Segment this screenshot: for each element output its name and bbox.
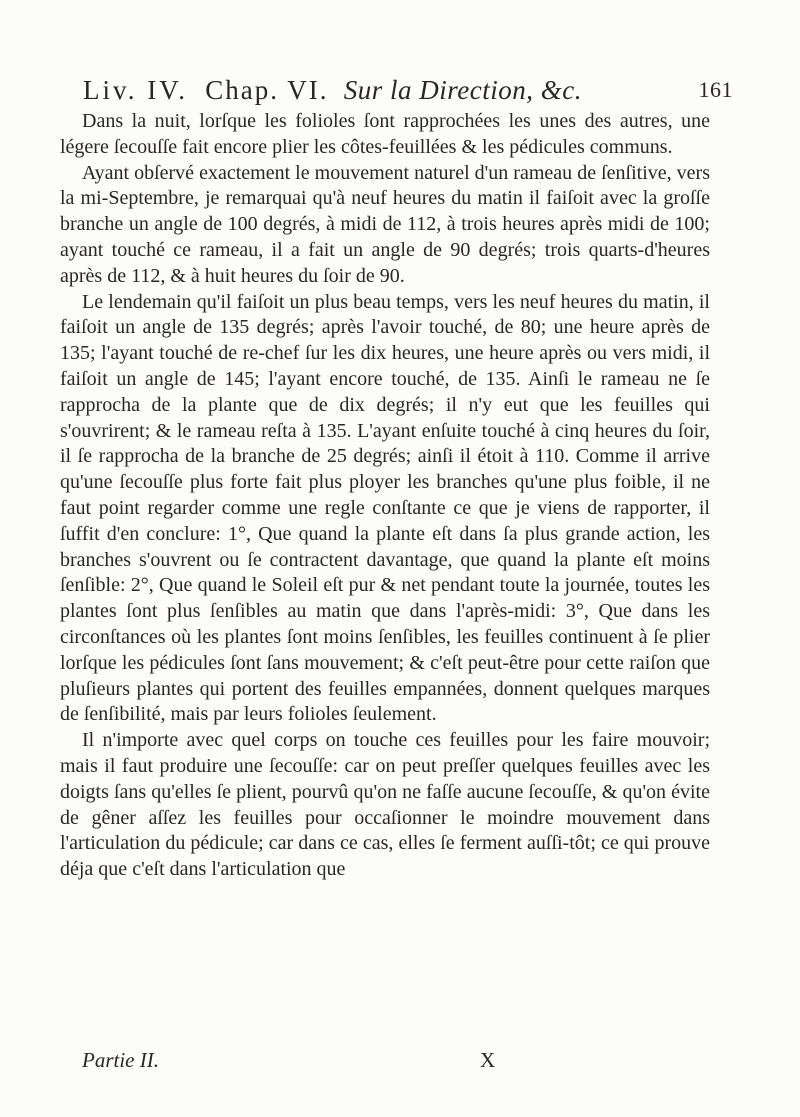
page-number: 161 [698, 77, 733, 102]
book-reference: Liv. IV. [83, 75, 188, 105]
paragraph-next-day-observation: Le lendemain qu'il faiſoit un plus beau temps, vers les neuf heures du matin, il faiſoit un angle de 135 degrés; après l'avoir touché, de 80; une heure après de 135; l'ayant touché de re-chef ſur les dix heures, une heure après ou vers midi, il faiſoit un angle de 145; l'ayant encore touché, de 135. Ainſi le rameau ne ſe rapprocha de la plante que de dix degrés; il n'y eut que les feuilles qui s'ouvrirent; & le rameau reſta à 135. L'ayant enſuite touché à cinq heures du ſoir, il ſe rapprocha de la branche de 25 degrés; ainſi il étoit à 110. Comme il arrive qu'une ſecouſſe plus forte fait plus ployer les branches qu'une plus foible, il ne faut point regarder comme une regle conſtante ce que je viens de rapporter, il ſuffit d'en conclure: 1°, Que quand la plante eſt dans ſa plus grande action, les branches s'ouvrent ou ſe contractent davantage, que quand la plante eſt moins ſenſible: 2°, Que quand le Soleil eſt pur & net pendant toute la journée, toutes les plantes ſont plus ſenſibles au matin que dans l'après-midi: 3°, Que dans les circonſtances où les plantes ſont moins ſenſibles, les feuilles continuent à ſe plier lorſque les pédicules ſont ſans mouvement; & c'eſt peut-être pour cette raiſon que pluſieurs plantes qui portent des feuilles empannées, donnent quelques marques de ſenſibilité, mais par leurs folioles ſeulement. [60, 290, 710, 726]
part-signature: Partie II. [82, 1048, 159, 1072]
chapter-reference: Chap. VI. [205, 75, 329, 105]
gathering-mark: X [480, 1048, 496, 1072]
running-head [83, 70, 733, 110]
chapter-title: Sur la Direction, &c. [343, 75, 582, 105]
page-footer [82, 1046, 682, 1074]
paragraph-touching-leaves: Il n'importe avec quel corps on touche ces feuilles pour les faire mouvoir; mais il faut produire une ſecouſſe: car on peut preſſer quelques feuilles avec les doigts ſans qu'elles ſe plient, pourvû qu'on ne faſſe aucune ſecouſſe, & qu'on évite de gêner aſſez les feuilles pour occaſionner le moindre mouvement dans l'articulation du pédicule; car dans ce cas, elles ſe ferment auſſi-tôt; ce qui prouve déja que c'eſt dans l'articulation que [60, 729, 710, 881]
paragraph-night-folioles: Dans la nuit, lorſque les folioles ſont rapprochées les unes des autres, une légere ſecouſſe fait encore plier les côtes-feuillées & les pédicules communs. [60, 110, 710, 158]
paragraph-september-observation: Ayant obſervé exactement le mouvement naturel d'un rameau de ſenſitive, vers la mi-Septembre, je remarquai qu'à neuf heures du matin il faiſoit avec la groſſe branche un angle de 100 degrés, à midi de 112, à trois heures après midi de 100; ayant touché ce rameau, il a fait un angle de 90 degrés; trois quarts-d'heures après de 112, & à huit heures du ſoir de 90. [60, 161, 710, 287]
main-text [60, 109, 710, 883]
